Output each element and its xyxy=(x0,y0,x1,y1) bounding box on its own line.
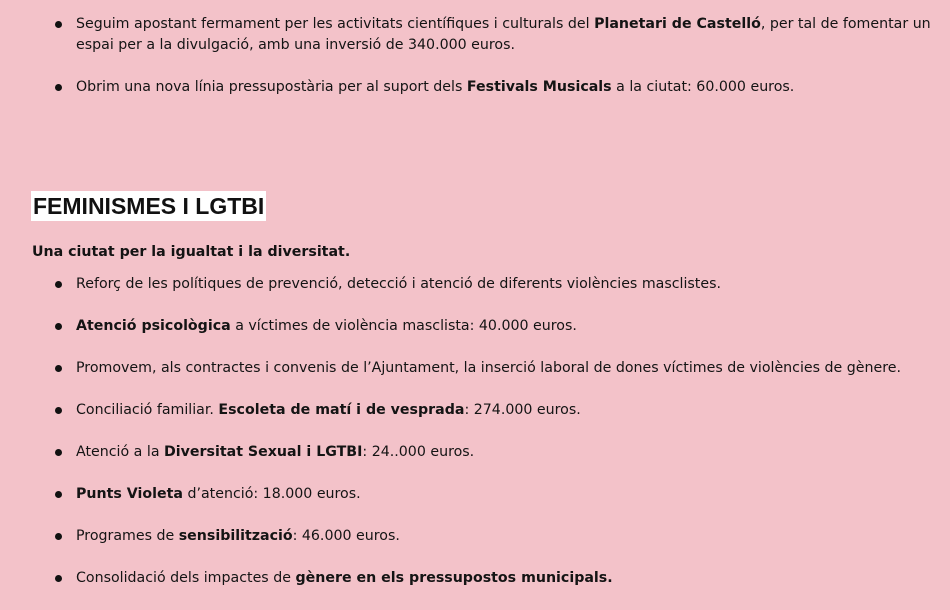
text: Promovem, als contractes i convenis de l’Ajuntament, la inserció laboral de dones víctimes de violències de gènere. xyxy=(76,360,902,376)
bold-text: sensibilització xyxy=(178,528,293,544)
bullet-dot-icon xyxy=(55,533,62,540)
bullet-dot-icon xyxy=(55,449,62,456)
bullet-dot-icon xyxy=(55,575,62,582)
text: Programes de xyxy=(76,528,179,544)
bold-text: Atenció psicològica xyxy=(76,318,231,334)
text: Seguim apostant fermament per les activitats científiques i culturals del xyxy=(76,16,595,32)
bullet-dot-icon xyxy=(55,84,62,91)
bullet-dot-icon xyxy=(55,323,62,330)
feminism-bullet-list xyxy=(0,274,950,610)
bullet-dot-icon xyxy=(55,281,62,288)
text: : 274.000 euros. xyxy=(464,402,581,418)
list-item xyxy=(0,526,950,547)
text: Atenció a la xyxy=(76,444,165,460)
list-item xyxy=(0,400,950,421)
bold-text: Punts Violeta xyxy=(76,486,183,502)
list-item xyxy=(0,358,950,379)
section-title: FEMINISMES I LGTBI xyxy=(33,193,265,220)
list-item xyxy=(0,14,950,56)
culture-bullet-list xyxy=(0,14,950,98)
text: a la ciutat: 60.000 euros. xyxy=(611,79,795,95)
text: Obrim una nova línia pressupostària per al suport dels xyxy=(76,79,467,95)
list-item xyxy=(0,77,950,98)
bullet-dot-icon xyxy=(55,407,62,414)
bold-text: Escoleta de matí i de vesprada xyxy=(218,402,465,418)
bold-text: Diversitat Sexual i LGTBI xyxy=(164,444,363,460)
bullet-dot-icon xyxy=(55,365,62,372)
section-subtitle: Una ciutat per la igualtat i la diversitat. xyxy=(32,244,351,261)
list-item xyxy=(0,442,950,463)
list-item xyxy=(0,316,950,337)
text: Consolidació dels impactes de xyxy=(76,570,296,586)
text: Reforç de les polítiques de prevenció, detecció i atenció de diferents violències masclistes. xyxy=(76,276,721,292)
text: Conciliació familiar. xyxy=(76,402,219,418)
text: d’atenció: 18.000 euros. xyxy=(182,486,361,502)
bold-text: Festivals Musicals xyxy=(466,79,612,95)
bold-text: Planetari de Castelló xyxy=(594,16,761,32)
bold-text: gènere en els pressupostos municipals. xyxy=(295,570,613,586)
bullet-dot-icon xyxy=(55,491,62,498)
text: : 46.000 euros. xyxy=(292,528,400,544)
text: , per tal de fomentar un espai per a la divulgació, amb una inversió de 340.000 euros. xyxy=(76,16,931,53)
bullet-dot-icon xyxy=(55,21,62,28)
text: : 24..000 euros. xyxy=(362,444,475,460)
text: a víctimes de violència masclista: 40.000 euros. xyxy=(230,318,577,334)
list-item xyxy=(0,568,950,589)
list-item xyxy=(0,274,950,295)
list-item xyxy=(0,484,950,505)
